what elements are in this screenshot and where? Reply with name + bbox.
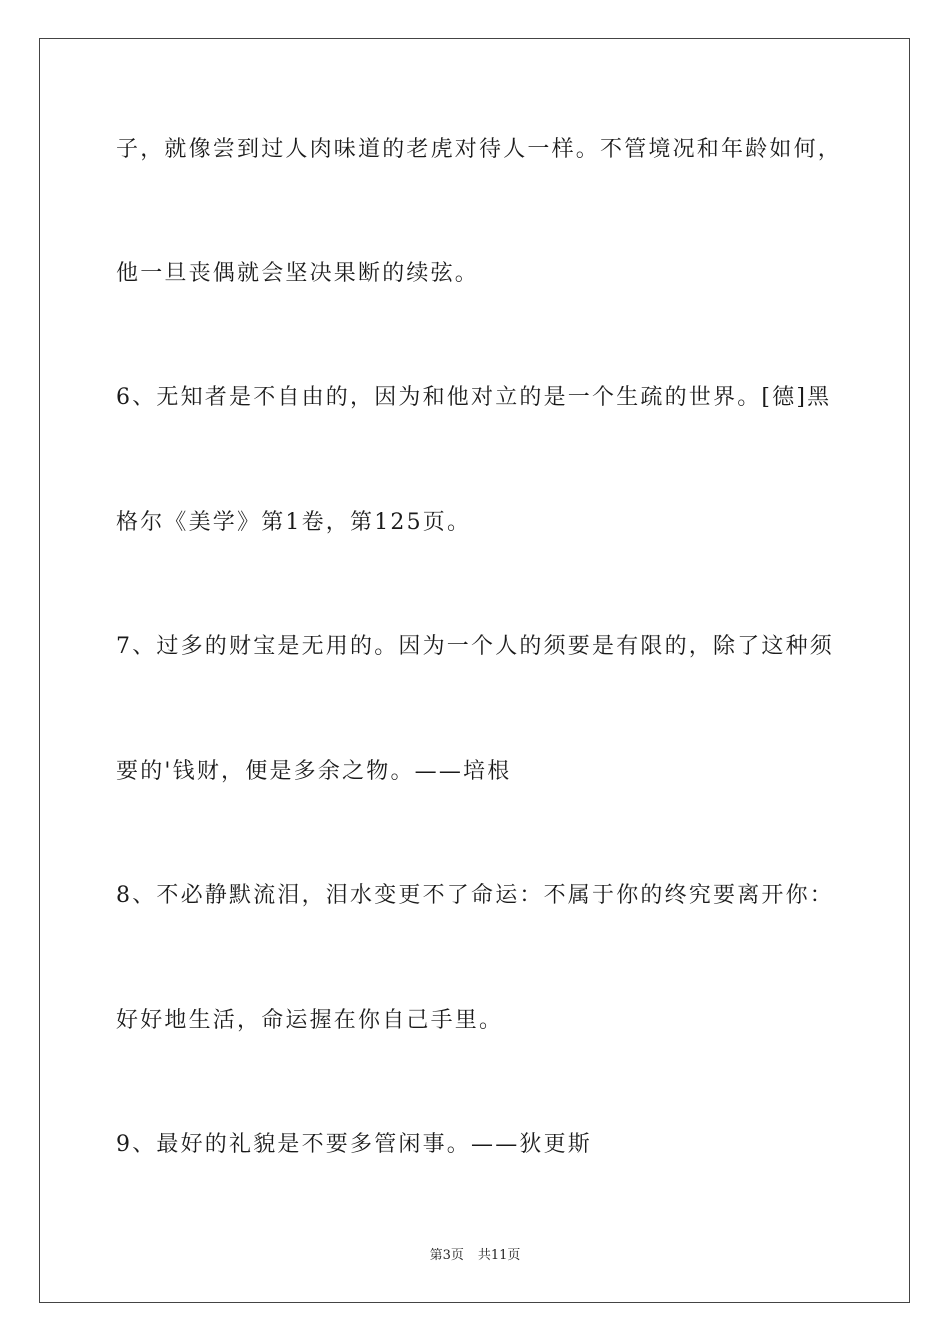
page-number: 第3页 bbox=[429, 1248, 464, 1263]
page-footer bbox=[0, 1247, 950, 1265]
text-line-2: 他一旦丧偶就会坚决果断的续弦。 bbox=[116, 261, 480, 286]
text-line-7: 8、不必静默流泪，泪水变更不了命运：不属于你的终究要离开你： bbox=[116, 883, 834, 908]
text-line-8: 好好地生活，命运握在你自己手里。 bbox=[116, 1008, 504, 1033]
text-line-4: 格尔《美学》第1卷，第125页。 bbox=[116, 510, 472, 535]
page-total: 共11页 bbox=[477, 1248, 521, 1263]
page-border bbox=[39, 38, 910, 1303]
text-line-3: 6、无知者是不自由的，因为和他对立的是一个生疏的世界。[德]黑 bbox=[116, 385, 832, 410]
text-line-5: 7、过多的财宝是无用的。因为一个人的须要是有限的，除了这种须 bbox=[116, 634, 834, 659]
text-line-6: 要的'钱财，便是多余之物。——培根 bbox=[116, 759, 512, 784]
text-line-9: 9、最好的礼貌是不要多管闲事。——狄更斯 bbox=[116, 1132, 592, 1157]
text-line-1: 子，就像尝到过人肉味道的老虎对待人一样。不管境况和年龄如何， bbox=[116, 137, 843, 162]
